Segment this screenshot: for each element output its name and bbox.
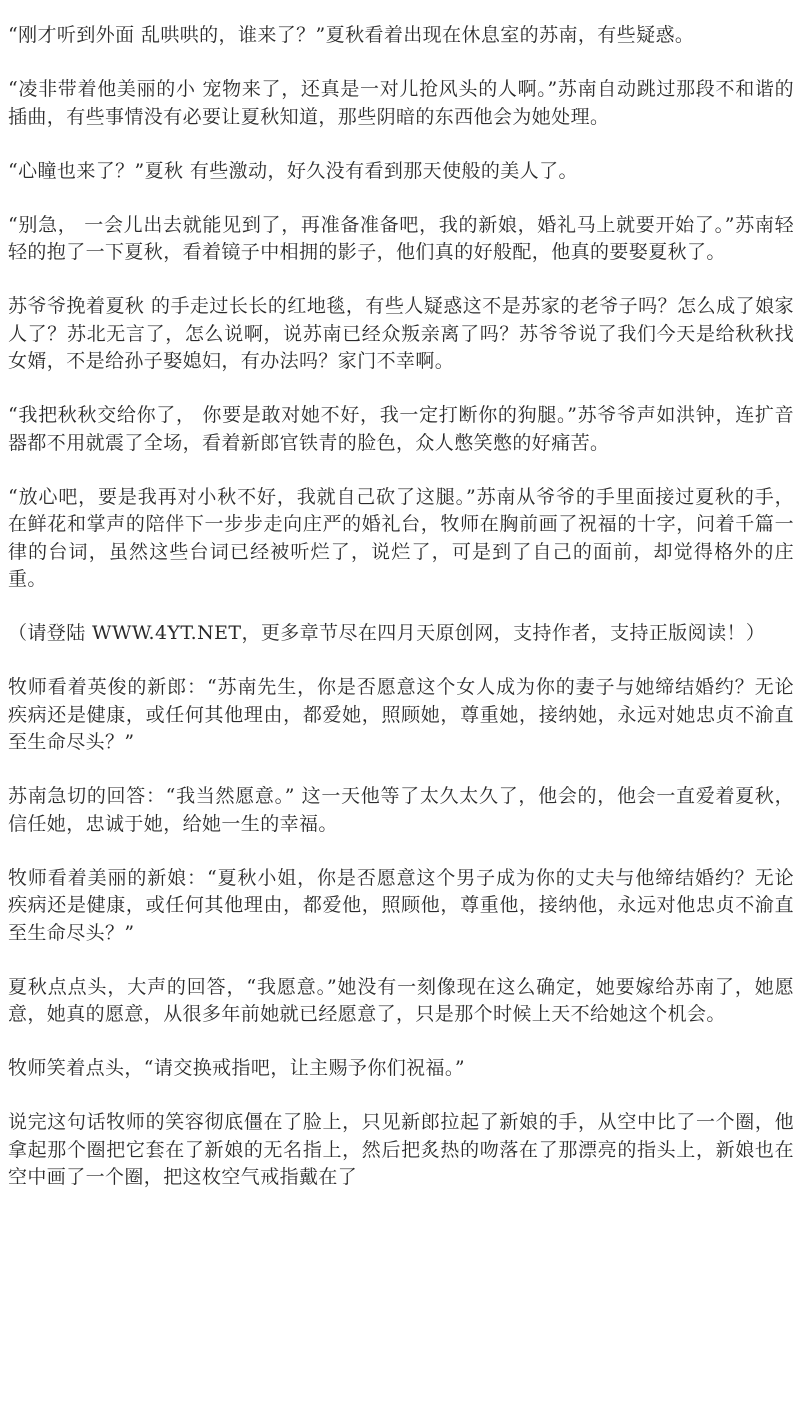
paragraph-12: 夏秋点点头，大声的回答，“我愿意。”她没有一刻像现在这么确定，她要嫁给苏南了，她愿意，她真的愿意，从很多年前她就已经愿意了，只是那个时候上天不给她这个机会。 — [8, 975, 794, 1025]
paragraph-5: 苏爷爷挽着夏秋 的手走过长长的红地毯，有些人疑惑这不是苏家的老爷子吗？怎么成了娘家人了？苏北无言了，怎么说啊，说苏南已经众叛亲离了吗？苏爷爷说了我们今天是给秋秋找女婿，不是给孙子娶媳妇，有办法吗？家门不幸啊。 — [8, 295, 794, 372]
paragraph-13: 牧师笑着点头，“请交换戒指吧，让主赐予你们祝福。” — [8, 1057, 465, 1079]
paragraph-1: “刚才听到外面 乱哄哄的，谁来了？”夏秋看着出现在休息室的苏南，有些疑惑。 — [8, 24, 695, 46]
paragraph-9: 牧师看着英俊的新郎：“苏南先生，你是否愿意这个女人成为你的妻子与她缔结婚约？无论疾病还是健康，或任何其他理由，都爱她，照顾她，尊重她，接纳她，永远对她忠贞不渝直至生命尽头？” — [8, 676, 794, 753]
paragraph-14: 说完这句话牧师的笑容彻底僵在了脸上，只见新郎拉起了新娘的手，从空中比了一个圈，他拿起那个圈把它套在了新娘的无名指上，然后把炙热的吻落在了那漂亮的指头上，新娘也在空中画了一个圈，把这枚空气戒指戴在了 — [8, 1111, 794, 1188]
paragraph-7: “放心吧，要是我再对小秋不好，我就自己砍了这腿。”苏南从爷爷的手里面接过夏秋的手，在鲜花和掌声的陪伴下一步步走向庄严的婚礼台，牧师在胸前画了祝福的十字，问着千篇一律的台词，虽然这些台词已经被听烂了，说烂了，可是到了自己的面前，却觉得格外的庄重。 — [8, 485, 794, 590]
site-notice: （请登陆 WWW.4YT.NET，更多章节尽在四月天原创网，支持作者，支持正版阅读！） — [8, 622, 766, 644]
paragraph-4: “别急， 一会儿出去就能见到了，再准备准备吧，我的新娘，婚礼马上就要开始了。”苏南轻轻的抱了一下夏秋，看着镜子中相拥的影子，他们真的好般配，他真的要娶夏秋了。 — [8, 213, 794, 263]
paragraph-6: “我把秋秋交给你了， 你要是敢对她不好，我一定打断你的狗腿。”苏爷爷声如洪钟，连扩音器都不用就震了全场，看着新郎官铁青的脸色，众人憋笑憋的好痛苦。 — [8, 404, 794, 454]
paragraph-10: 苏南急切的回答：“我当然愿意。” 这一天他等了太久太久了，他会的，他会一直爱着夏秋，信任她，忠诚于她，给她一生的幸福。 — [8, 785, 794, 835]
paragraph-3: “心瞳也来了？”夏秋 有些激动，好久没有看到那天使般的美人了。 — [8, 159, 578, 182]
paragraph-2: “凌非带着他美丽的小 宠物来了，还真是一对儿抢风头的人啊。”苏南自动跳过那段不和谐的插曲，有些事情没有必要让夏秋知道，那些阴暗的东西他会为她处理。 — [8, 78, 794, 128]
story-page — [8, 22, 794, 1218]
paragraph-11: 牧师看着美丽的新娘：“夏秋小姐，你是否愿意这个男子成为你的丈夫与他缔结婚约？无论疾病还是健康，或任何其他理由，都爱他，照顾他，尊重他，接纳他，永远对他忠贞不渝直至生命尽头？” — [8, 866, 794, 944]
